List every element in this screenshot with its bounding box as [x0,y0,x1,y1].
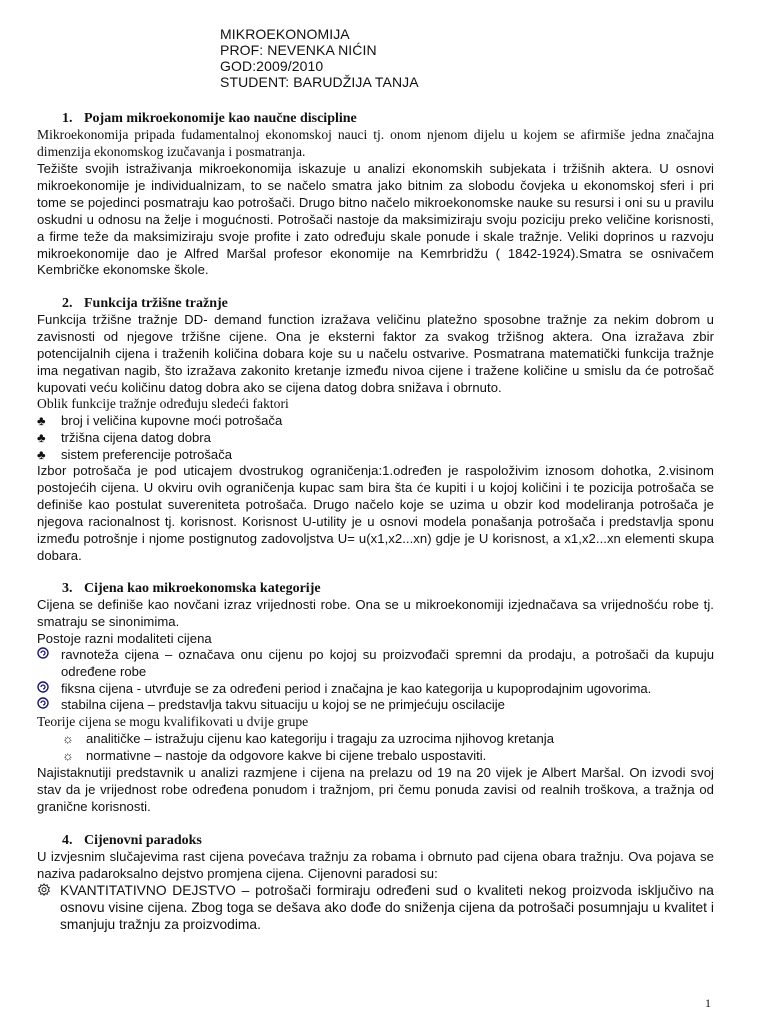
sun-icon: ☼ [62,748,74,763]
list-item: ♣ tržišna cijena datog dobra [37,430,211,445]
section-heading-4 [62,833,202,849]
paragraph: Težište svojih istraživanja mikroekonomija iskazuje u analizi ekonomskih subjekata i tržišnih aktera. U osnovi mikroekonomije je individualnizam, to se načelo smatra jako bitnim za slobodu čovjeka u ekonomskoj sferi i pri tome se pojedinci posmatraju kao potrošači. Drugo bitno načelo mikroekonomske nauke su resursi i oni su u pravilu oskudni u odnosu na želje i mogućnosti. Potrošači nastoje da maksimiziraju svoju poziciju preko veličine korisnosti, a firme teže da maksimiziraju svoje profite i zato određuju skale ponude i skale tražnje. Veliki doprinos u razvoju mikroekonomije dao je Alfred Maršal profesor ekonomije na Kemrbridžu ( 1842-1924).Smatra se osnivačem Kembričke ekonomske škole. [37,161,714,278]
section-title: Cijena kao mikroekonomska kategorije [84,581,321,596]
section-number: 2. [62,296,73,311]
list-item: ♣ broj i veličina kupovne moći potrošača [37,413,283,428]
swirl-icon [37,647,57,664]
professor-line: PROF: NEVENKA NIĆIN [220,42,377,58]
paragraph: Cijena se definiše kao novčani izraz vrijednosti robe. Ona se u mikroekonomiji izjednačava sa vrijednošću robe tj. smatraju se sinonimima. [37,597,714,629]
paragraph: U izvjesnim slučajevima rast cijena povećava tražnju za robama i obrnuto pad cijena obara tražnju. Ova pojava se naziva padaroksalno dejstvo promjena cijena. Cijenovni paradosi su: [37,849,714,881]
list-item: KVANTITATIVNO DEJSTVO – potrošači formiraju određeni sud o kvaliteti nekog proizvoda isključivo na osnovu visine cijena. Zbog toga se dešava ako dođe do sniženja cijena da potrošači posumnjaju u kvalitet i smanjuju tražnju za proizvodima. [37,883,714,934]
section-heading-1 [62,111,357,127]
year-line: GOD:2009/2010 [220,58,324,74]
section-heading-3 [62,581,321,597]
paragraph: Funkcija tržišne tražnje DD- demand function izražava veličinu platežno sposobne tražnje za nekim dobrom u zavisnosti od njegove tržišne cijene. Ona je eksterni faktor za svakog tržišnog aktera. Ona izražava zbir potencijalnih cijena i traženih količina dobara koje su u načelu ostvarive. Posmatrana matematički funkcija tražnje ima negativan nagib, što izražava zakonito kretanje između nivoa cijene i tražene količine u smislu da će potrošač kupovati veću količinu datog dobra ako se cijena datog dobra snižava i obrnuto. [37,312,714,395]
paragraph: Izbor potrošača je pod uticajem dvostrukog ograničenja:1.određen je raspoloživim iznosom dohotka, 2.visinom postojećih cijena. U okviru ovih ograničenja kupac sam bira šta će kupiti i u kojoj količini i te pozicija potrošača se definiše kao postulat suvereniteta potrošača. Drugo načelo koje se uzima u obzir kod modeliranja potrošača je njegova racionalnost tj. korisnost. Korisnost U-utility je u osnovi modela ponašanja potrošača i predstavlja sponu između potrošnje i njome postignutog zadovoljstva U= u(x1,x2...xn) gdje je U korisnost, a x1,x2...xn elementi skupa dobara. [37,463,714,563]
paragraph: Oblik funkcije tražnje određuju sledeći faktori [37,396,289,411]
student-line: STUDENT: BARUDŽIJA TANJA [220,74,419,90]
list-item: ☼ analitičke – istražuju cijenu kao kategoriju i tragaju za uzrocima njihovog kretanja [62,731,554,746]
gear-icon [37,883,57,902]
section-number: 3. [62,581,73,596]
paragraph: Postoje razni modaliteti cijena [37,631,212,646]
swirl-icon [37,681,57,698]
section-heading-2 [62,296,228,312]
sun-icon: ☼ [62,731,74,746]
list-item: stabilna cijena – predstavlja takvu situaciju u kojoj se ne primjećuju oscilacije [37,697,714,714]
swirl-icon [37,697,57,714]
paragraph: Najistaknutiji predstavnik u analizi razmjene i cijena na prelazu od 19 na 20 vijek je Albert Maršal. On izvodi svoj stav da je vrijednost robe određena ponudom i tražnjom, pri čemu ponuda zavisi od realnih troškova, a tražnja od granične korisnosti. [37,765,714,814]
section-number: 1. [62,111,73,126]
page-number: 1 [705,996,711,1010]
club-icon: ♣ [37,413,46,428]
section-title: Funkcija tržišne tražnje [84,296,228,311]
section-title: Cijenovni paradoks [84,833,202,848]
document-header [220,26,419,90]
club-icon: ♣ [37,430,46,445]
list-item: ☼ normativne – nastoje da odgovore kakve bi cijene trebalo uspostaviti. [62,748,487,763]
club-icon: ♣ [37,447,46,462]
paragraph: Teorije cijena se mogu kvalifikovati u dvije grupe [37,714,309,729]
paragraph: Mikroekonomija pripada fudamentalnoj ekonomskoj nauci tj. onom njenom dijelu u kojem se afirmiše jedna značajna dimenzija ekonomskog izučavanja i posmatranja. [37,127,714,159]
list-item: fiksna cijena - utvrđuje se za određeni period i značajna je kao kategorija u kupoprodajnim ugovorima. [37,681,714,698]
course-title: MIKROEKONOMIJA [220,26,350,42]
section-number: 4. [62,833,73,848]
list-item: ♣ sistem preferencije potrošača [37,447,233,462]
list-item: ravnoteža cijena – označava onu cijenu po kojoj su proizvođači spremni da prodaju, a potrošači da kupuju određene robe [37,647,714,681]
section-title: Pojam mikroekonomije kao naučne discipline [84,111,357,126]
